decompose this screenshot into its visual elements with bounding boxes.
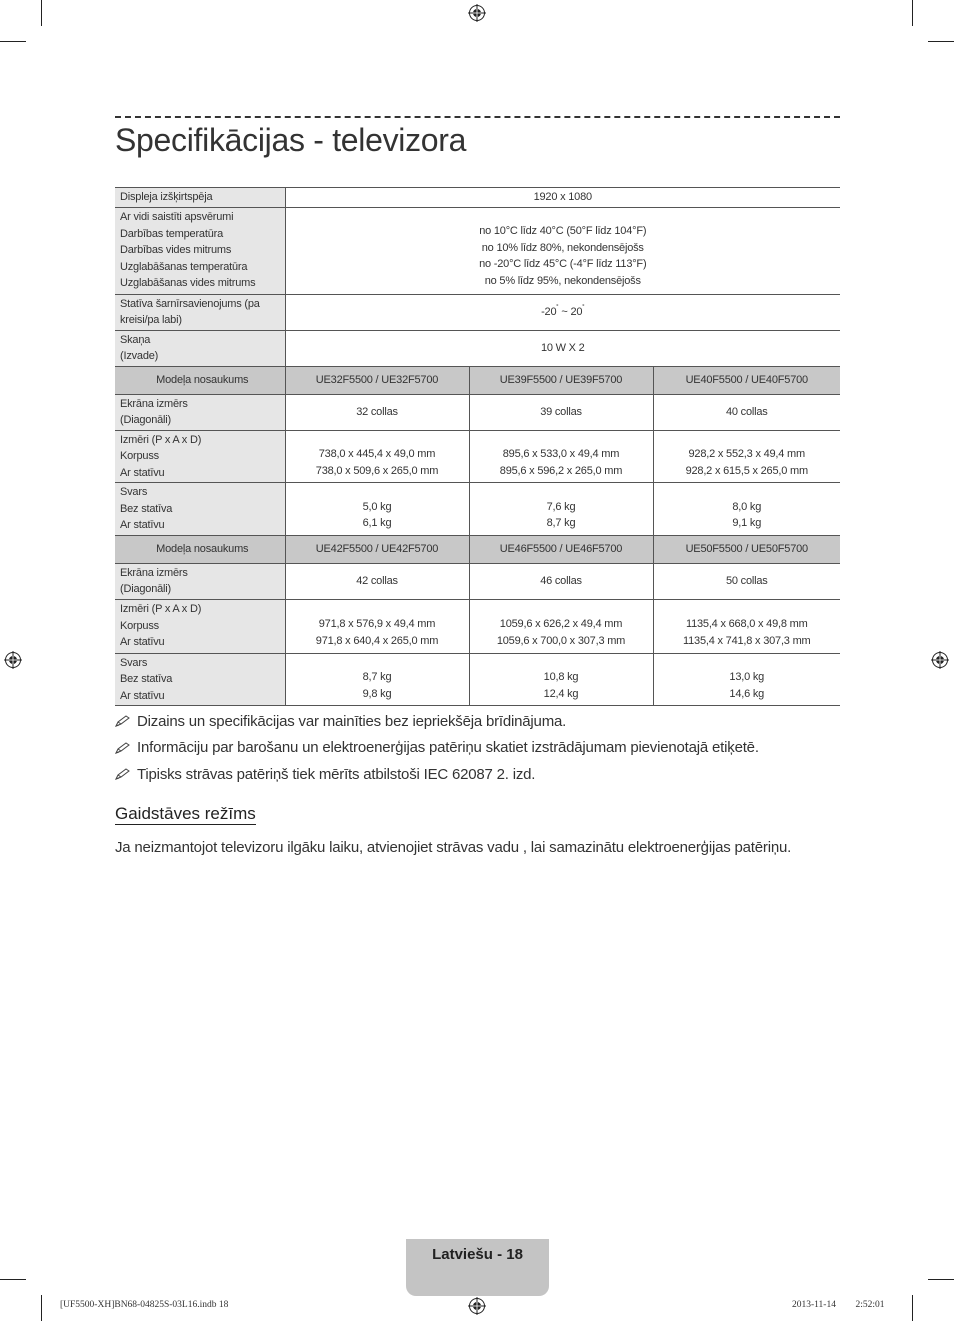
table-row <box>115 599 840 653</box>
row-value: 8,7 kg 9,8 kg <box>285 653 469 706</box>
registration-mark-icon <box>4 651 22 669</box>
page-number: Latviešu - 18 <box>432 1246 523 1263</box>
row-value: no 10°C līdz 40°C (50°F līdz 104°F) no 10% līdz 80%, nekondensējošs no -20°C līdz 45°C (-4°F līdz 113°F) no 5% līdz 95%, nekondensējošs <box>285 207 840 294</box>
note-text: Tipisks strāvas patēriņš tiek mērīts atbilstoši IEC 62087 2. izd. <box>137 765 536 783</box>
model-name: UE39F5500 / UE39F5700 <box>469 366 653 394</box>
row-label: Ekrāna izmērs (Diagonāli) <box>115 563 285 599</box>
row-label: Statīva šarnīrsavienojums (pa kreisi/pa labi) <box>115 294 285 330</box>
pencil-icon <box>115 768 137 780</box>
crop-mark <box>928 1279 954 1280</box>
row-value: 971,8 x 576,9 x 49,4 mm 971,8 x 640,4 x 265,0 mm <box>285 599 469 653</box>
crop-mark <box>41 0 42 26</box>
model-header-row <box>115 535 840 563</box>
row-label: Svars Bez statīva Ar statīvu <box>115 483 285 536</box>
row-value: 8,0 kg 9,1 kg <box>653 483 840 536</box>
row-label: Izmēri (P x A x D) Korpuss Ar statīvu <box>115 599 285 653</box>
body-text: Ja neizmantojot televizoru ilgāku laiku, atvienojiet strāvas vadu , lai samazinātu elektroenerģijas patēriņu. <box>115 839 792 856</box>
footer-timestamp: 2013-11-14 ￿￿ 2:52:01 <box>792 1300 885 1310</box>
footer-file-info: [UF5500-XH]BN68-04825S-03L16.indb 18 <box>60 1300 229 1310</box>
row-value: 10 W X 2 <box>285 330 840 366</box>
title-dashed-rule <box>115 116 840 118</box>
row-value: 42 collas <box>285 563 469 599</box>
row-label: Displeja izšķirtspēja <box>115 188 285 208</box>
row-label: Skaņa (Izvade) <box>115 330 285 366</box>
note-item <box>115 708 855 735</box>
crop-mark <box>928 41 954 42</box>
page-title: Specifikācijas - televizora <box>115 122 467 158</box>
row-value: 32 collas <box>285 394 469 430</box>
model-header-row <box>115 366 840 394</box>
pencil-icon <box>115 742 137 754</box>
registration-mark-icon <box>468 1297 486 1315</box>
row-value: 40 collas <box>653 394 840 430</box>
row-value: 46 collas <box>469 563 653 599</box>
table-row <box>115 330 840 366</box>
row-label: Ekrāna izmērs (Diagonāli) <box>115 394 285 430</box>
registration-mark-icon <box>931 651 949 669</box>
model-name: UE46F5500 / UE46F5700 <box>469 535 653 563</box>
row-value: 1135,4 x 668,0 x 49,8 mm 1135,4 x 741,8 x 307,3 mm <box>653 599 840 653</box>
row-value: 895,6 x 533,0 x 49,4 mm 895,6 x 596,2 x 265,0 mm <box>469 430 653 483</box>
row-label: Svars Bez statīva Ar statīvu <box>115 653 285 706</box>
crop-mark <box>912 1295 913 1321</box>
notes-list <box>115 708 855 788</box>
model-name: UE42F5500 / UE42F5700 <box>285 535 469 563</box>
pencil-icon <box>115 715 137 727</box>
table-row <box>115 294 840 330</box>
row-label: Ar vidi saistīti apsvērumi Darbības temperatūra Darbības vides mitrums Uzglabāšanas temperatūra Uzglabāšanas vides mitrums <box>115 207 285 294</box>
row-label: Modeļa nosaukums <box>115 535 285 563</box>
registration-mark-icon <box>468 4 486 22</box>
page-number-tab <box>406 1239 549 1296</box>
model-name: UE32F5500 / UE32F5700 <box>285 366 469 394</box>
note-item <box>115 761 855 788</box>
note-text: Informāciju par barošanu un elektroenerģijas patēriņu skatiet izstrādājumam pievienotajā etiķetē. <box>137 739 759 757</box>
row-value: 10,8 kg 12,4 kg <box>469 653 653 706</box>
row-label: Modeļa nosaukums <box>115 366 285 394</box>
crop-mark <box>912 0 913 26</box>
row-value: 13,0 kg 14,6 kg <box>653 653 840 706</box>
crop-mark <box>41 1295 42 1321</box>
row-value: 1059,6 x 626,2 x 49,4 mm 1059,6 x 700,0 x 307,3 mm <box>469 599 653 653</box>
crop-mark <box>0 41 26 42</box>
row-value: 928,2 x 552,3 x 49,4 mm 928,2 x 615,5 x 265,0 mm <box>653 430 840 483</box>
table-row <box>115 188 840 208</box>
note-item <box>115 735 855 762</box>
model-name: UE40F5500 / UE40F5700 <box>653 366 840 394</box>
row-label: Izmēri (P x A x D) Korpuss Ar statīvu <box>115 430 285 483</box>
table-row <box>115 430 840 483</box>
section-heading: Gaidstāves režīms <box>115 804 256 823</box>
row-value: 1920 x 1080 <box>285 188 840 208</box>
spec-table <box>115 187 840 706</box>
row-value: 50 collas <box>653 563 840 599</box>
table-row <box>115 483 840 536</box>
row-value: 5,0 kg 6,1 kg <box>285 483 469 536</box>
row-value: 738,0 x 445,4 x 49,0 mm 738,0 x 509,6 x 265,0 mm <box>285 430 469 483</box>
row-value: -20˚ ~ 20˚ <box>285 294 840 330</box>
table-row <box>115 653 840 706</box>
row-value: 7,6 kg 8,7 kg <box>469 483 653 536</box>
table-row <box>115 207 840 294</box>
row-value: 39 collas <box>469 394 653 430</box>
table-row <box>115 563 840 599</box>
table-row <box>115 394 840 430</box>
model-name: UE50F5500 / UE50F5700 <box>653 535 840 563</box>
crop-mark <box>0 1279 26 1280</box>
note-text: Dizains un specifikācijas var mainīties bez iepriekšēja brīdinājuma. <box>137 712 567 730</box>
